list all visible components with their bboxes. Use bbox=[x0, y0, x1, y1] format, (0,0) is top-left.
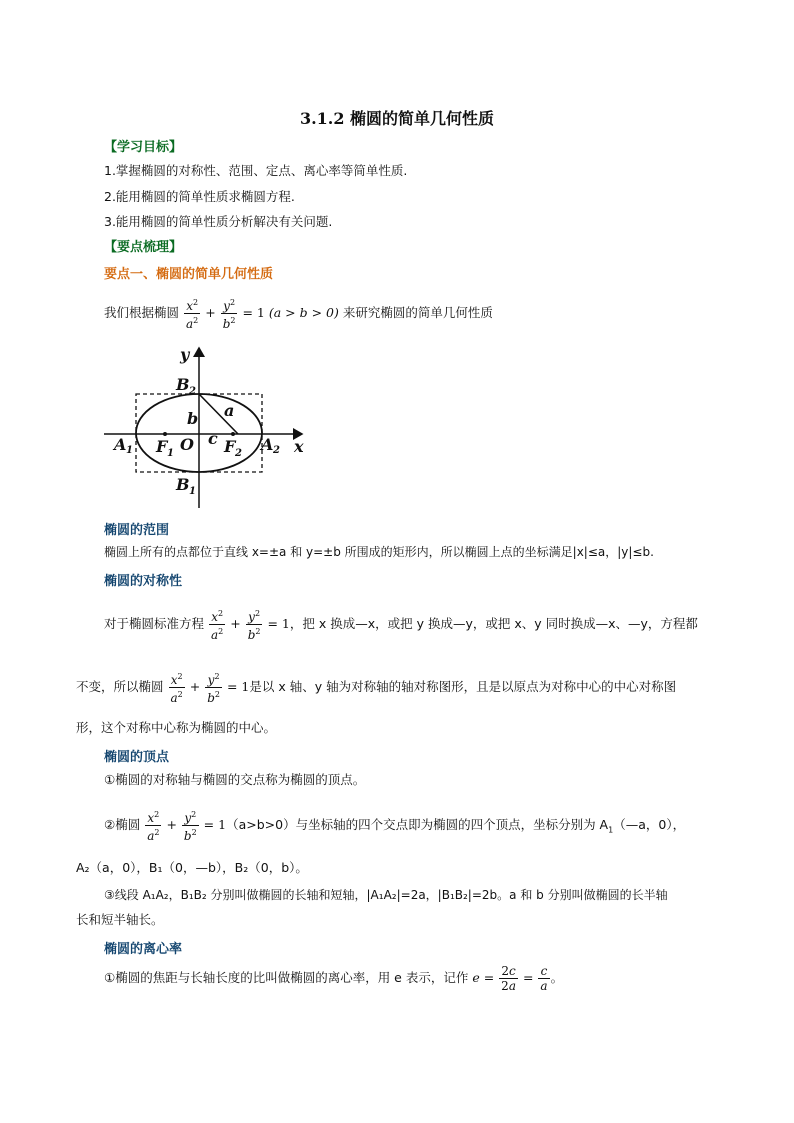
fraction-x2-a2: $\frac{x^2}{a^2}$ bbox=[211, 609, 224, 642]
label-a2: A bbox=[261, 435, 274, 454]
svg-text:1: 1 bbox=[126, 445, 133, 456]
label-a1: A bbox=[114, 435, 127, 454]
label-f2: F bbox=[224, 437, 236, 456]
svg-text:1: 1 bbox=[189, 486, 196, 497]
objectives-tag: 【学习目标】 bbox=[104, 140, 183, 155]
vertex-line-2: ②椭圆 $\frac{x^2}{a^2}$ + $\frac{y^2}{b^2}$ = 1（a>b>0）与坐标轴的四个交点即为椭圆的四个顶点，坐标分别为 $A_1(—a$，0）， bbox=[104, 810, 686, 843]
objective-item: 1.掌握椭圆的对称性、范围、定点、离心率等简单性质. bbox=[104, 163, 408, 178]
svg-text:2: 2 bbox=[189, 386, 196, 397]
vertex-line-1: ①椭圆的对称轴与椭圆的交点称为椭圆的顶点。 bbox=[104, 772, 366, 787]
fraction-c-a: $\frac{c}{a}$ bbox=[540, 964, 548, 993]
fraction-y2-b2: $\frac{y^2}{b^2}$ bbox=[183, 810, 197, 843]
symmetry-line-3: 形，这个对称中心称为椭圆的中心。 bbox=[76, 720, 277, 735]
vertex-line-4: ③线段 A₁A₂，B₁B₂ 分别叫做椭圆的长轴和短轴，|A₁A₂|=2a，|B₁B₂|=2b。a 和 b 分别叫做椭圆的长半轴 bbox=[104, 888, 668, 902]
x-label: x bbox=[294, 437, 304, 456]
symmetry-title: 椭圆的对称性 bbox=[104, 574, 183, 589]
label-origin: O bbox=[180, 435, 194, 454]
ellipse-diagram bbox=[104, 340, 314, 512]
fraction-y2-b2: $\frac{y^2}{b^2}$ bbox=[247, 609, 261, 642]
focus-f2-point bbox=[231, 432, 235, 436]
range-title: 椭圆的范围 bbox=[104, 523, 170, 538]
fraction-y2-b2: $\frac{y^2}{b^2}$ bbox=[207, 672, 220, 705]
objective-item: 2.能用椭圆的简单性质求椭圆方程. bbox=[104, 189, 295, 204]
label-a: a bbox=[224, 401, 235, 420]
svg-text:2: 2 bbox=[235, 448, 242, 459]
svg-text:1: 1 bbox=[167, 448, 174, 459]
vertex-title: 椭圆的顶点 bbox=[104, 750, 170, 765]
fraction-y2-b2: $\frac{y^2}{b^2}$ bbox=[222, 298, 236, 331]
section-title: 要点一、椭圆的简单几何性质 bbox=[104, 267, 274, 282]
range-text: 椭圆上所有的点都位于直线 x=±a 和 y=±b 所围成的矩形内，所以椭圆上点的坐标满足|x|≤a，|y|≤b. bbox=[104, 545, 654, 559]
fraction-x2-a2: $\frac{x^2}{a^2}$ bbox=[186, 298, 199, 331]
y-label: y bbox=[180, 345, 190, 364]
symmetry-line-2: 不变，所以椭圆 $\frac{x^2}{a^2}$ + $\frac{y^2}{b^2}$ = 1是以 x 轴、y 轴为对称轴的轴对称图形，且是以原点为对称中心的中心对称图 bbox=[76, 672, 677, 705]
label-b1: B bbox=[176, 475, 190, 494]
eccentricity-title: 椭圆的离心率 bbox=[104, 942, 183, 957]
fraction-x2-a2: $\frac{x^2}{a^2}$ bbox=[170, 672, 183, 705]
objective-item: 3.能用椭圆的简单性质分析解决有关问题. bbox=[104, 214, 333, 229]
intro-line: 我们根据椭圆 $\frac{x^2}{a^2}$ + $\frac{y^2}{b^2}$ = 1 (a > b > 0) 来研究椭圆的简单几何性质 bbox=[104, 298, 493, 331]
svg-text:2: 2 bbox=[273, 445, 280, 456]
vertex-line-3: A₂（a，0），B₁（0，—b），B₂（0，b）。 bbox=[76, 860, 308, 875]
label-c: c bbox=[208, 429, 218, 448]
fraction-2c-2a: $\frac{2c}{2a}$ bbox=[501, 964, 516, 993]
label-b: b bbox=[187, 409, 199, 428]
focus-f1-point bbox=[163, 432, 167, 436]
symmetry-line-1: 对于椭圆标准方程 $\frac{x^2}{a^2}$ + $\frac{y^2}{b^2}$ = 1，把 x 换成—x，或把 y 换成—y，或把 x、y 同时换成—x、—y，方程都 bbox=[104, 609, 698, 642]
eccentricity-line: ①椭圆的焦距与长轴长度的比叫做椭圆的离心率，用 e 表示，记作 e = $\frac{2c}{2a}$ = $\frac{c}{a}$ 。 bbox=[104, 964, 564, 993]
points-tag: 【要点梳理】 bbox=[104, 240, 183, 255]
vertex-line-5: 长和短半轴长。 bbox=[76, 912, 164, 927]
label-b2: B bbox=[176, 375, 190, 394]
page-title: 3.1.2 椭圆的简单几何性质 bbox=[299, 109, 495, 128]
fraction-x2-a2: $\frac{x^2}{a^2}$ bbox=[147, 810, 160, 843]
label-f1: F bbox=[156, 437, 168, 456]
